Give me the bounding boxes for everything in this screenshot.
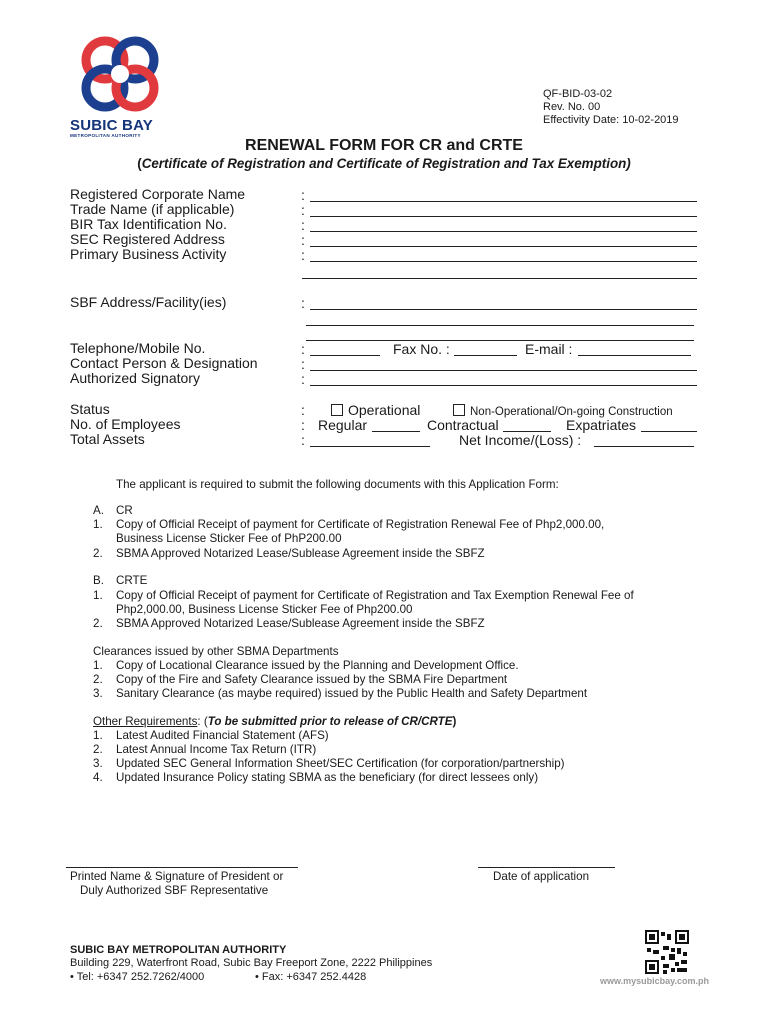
contact-person-field[interactable] [310,370,697,371]
rev-no: Rev. No. 00 [543,101,601,113]
colon: : [301,187,305,203]
other-requirements-heading: Other Requirements: (To be submitted prior to release of CR/CRTE) [93,715,457,728]
colon: : [301,217,305,233]
footer-tel: • Tel: +6347 252.7262/4000 [70,971,205,983]
doc-code: QF-BID-03-02 [543,88,613,100]
signature-label-2: Duly Authorized SBF Representative [80,884,269,897]
telephone-field[interactable] [310,355,380,356]
label-business-activity: Primary Business Activity [70,246,227,262]
label-expatriates: Expatriates [566,417,637,433]
fax-field[interactable] [454,355,517,356]
non-operational-option[interactable] [453,404,673,418]
operational-checkbox[interactable] [331,404,343,416]
expatriates-field[interactable] [641,431,697,432]
label-regular: Regular [318,417,368,433]
effectivity-date: Effectivity Date: 10-02-2019 [543,114,679,126]
footer-org: SUBIC BAY METROPOLITAN AUTHORITY [70,944,287,956]
label-signatory: Authorized Signatory [70,370,200,386]
footer-fax: • Fax: +6347 252.4428 [255,971,367,983]
regular-field[interactable] [372,431,420,432]
footer-address: Building 229, Waterfront Road, Subic Bay Freeport Zone, 2222 Philippines [70,957,433,969]
tin-field[interactable] [310,231,697,232]
label-fax: Fax No. : [393,341,450,357]
label-email: E-mail : [525,341,573,357]
operational-label: Operational [348,402,421,418]
logo-name: SUBIC BAY [70,117,153,134]
label-total-assets: Total Assets [70,431,145,447]
colon: : [301,202,305,218]
colon: : [301,232,305,248]
non-operational-checkbox[interactable] [453,404,465,416]
section-b-title: CRTE [116,574,148,587]
form-subtitle: (Certificate of Registration and Certificate of Registration and Tax Exemption) [137,156,631,171]
section-a-letter: A. [93,504,104,517]
sbf-address-field-3[interactable] [306,340,694,341]
doc-meta [543,88,679,127]
colon: : [301,417,305,433]
business-activity-field-2[interactable] [302,278,697,279]
sbma-logo [70,30,170,130]
email-field[interactable] [578,355,691,356]
date-label: Date of application [493,870,590,883]
logo-subtitle: METROPOLITAN AUTHORITY [70,133,141,138]
colon: : [301,247,305,263]
net-income-field[interactable] [594,446,694,447]
label-sbf-address: SBF Address/Facility(ies) [70,294,227,310]
total-assets-field[interactable] [310,446,430,447]
label-net-income: Net Income/(Loss) : [459,432,582,448]
colon: : [301,341,305,357]
sec-address-field[interactable] [310,246,697,247]
label-sec-address: SEC Registered Address [70,231,225,247]
colon: : [301,356,305,372]
business-activity-field[interactable] [310,261,697,262]
label-telephone: Telephone/Mobile No. [70,340,206,356]
label-contact-person: Contact Person & Designation [70,355,258,371]
label-contractual: Contractual [427,417,499,433]
colon: : [301,432,305,448]
label-status: Status [70,401,110,417]
label-tin: BIR Tax Identification No. [70,216,227,232]
sbf-address-field-2[interactable] [306,325,694,326]
signature-field[interactable] [66,867,298,868]
non-operational-label: Non-Operational/On-going Construction [470,406,673,418]
qr-code-icon [645,930,689,974]
clearances-title: Clearances issued by other SBMA Departments [93,645,339,658]
form-title: RENEWAL FORM FOR CR and CRTE [245,137,523,154]
instructions: The applicant is required to submit the following documents with this Application Form: [116,478,559,491]
signature-label-1: Printed Name & Signature of President or [70,870,284,883]
trade-name-field[interactable] [310,216,697,217]
operational-option[interactable] [331,402,420,418]
label-trade-name: Trade Name (if applicable) [70,201,235,217]
footer-website: www.mysubicbay.com.ph [600,976,710,986]
date-field[interactable] [478,867,615,868]
colon: : [301,371,305,387]
colon: : [301,295,305,311]
label-corporate-name: Registered Corporate Name [70,186,246,202]
signatory-field[interactable] [310,385,697,386]
colon: : [301,402,305,418]
sbf-address-field[interactable] [310,309,697,310]
corporate-name-field[interactable] [310,201,697,202]
label-employees: No. of Employees [70,416,181,432]
section-b-letter: B. [93,574,104,587]
section-a-title: CR [116,504,133,517]
